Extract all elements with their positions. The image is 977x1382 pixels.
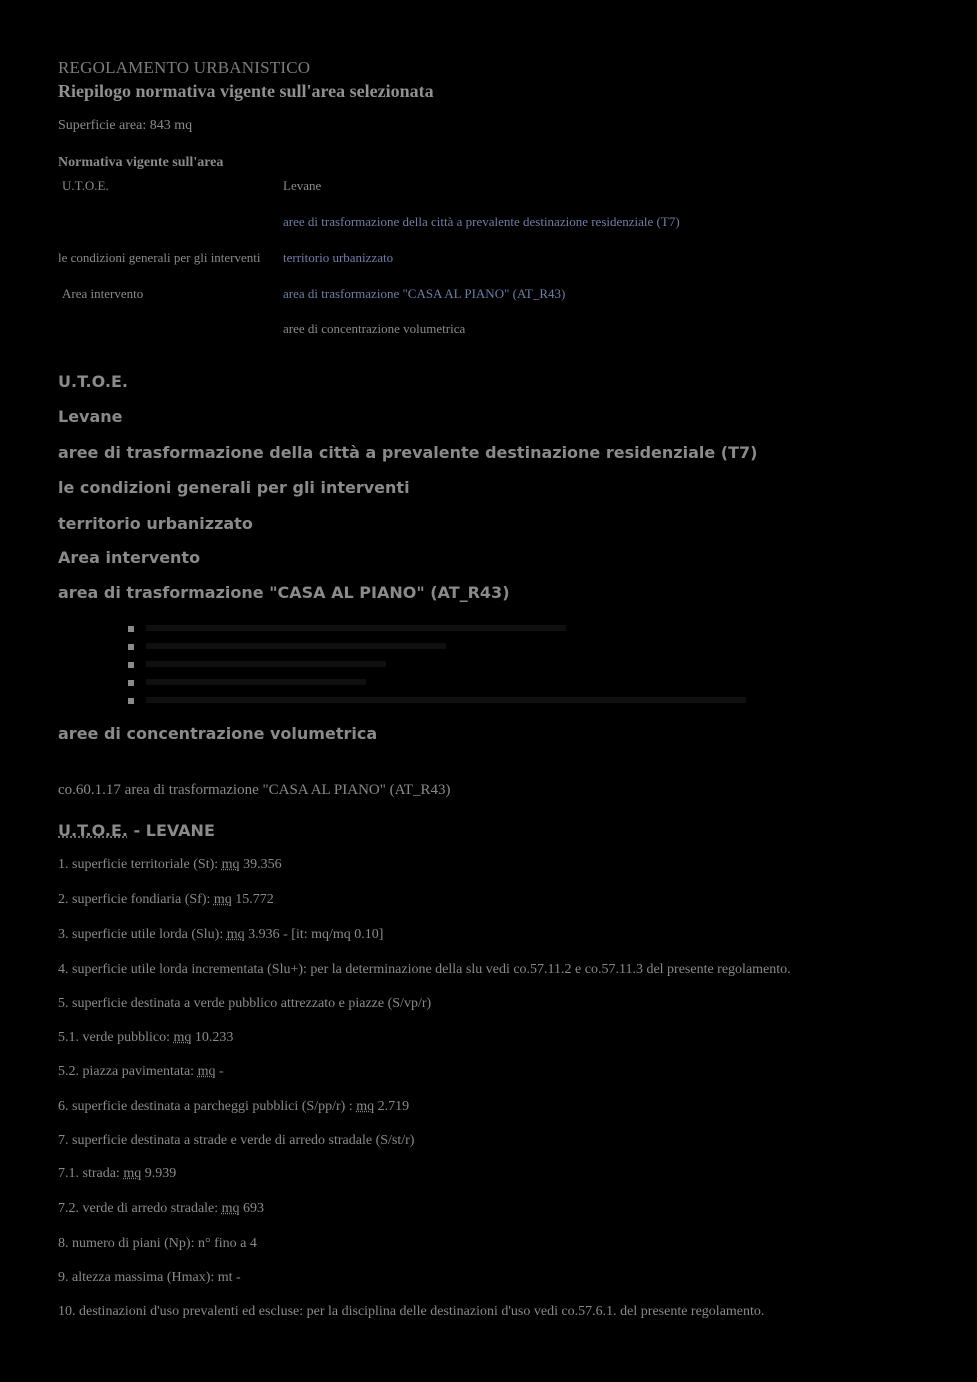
article-utoe-heading bbox=[58, 821, 215, 840]
article-title: co.60.1.17 area di trasformazione "CASA AL PIANO" (AT_R43) bbox=[58, 782, 451, 798]
normativa-title: Normativa vigente sull'area bbox=[58, 155, 224, 170]
table-row-condizioni-label: le condizioni generali per gli interventi bbox=[58, 250, 261, 265]
section-area-intervento: Area intervento bbox=[58, 548, 201, 567]
bullet-icon bbox=[128, 626, 134, 632]
article-item-value: 15.772 bbox=[231, 892, 274, 907]
article-item-text: 10. destinazioni d'uso prevalenti ed escluse: per la disciplina delle destinazioni d'uso vedi co.57.6.1. del presente regolamento. bbox=[58, 1304, 765, 1319]
utoe-link[interactable]: U.T.O.E. bbox=[58, 821, 128, 840]
article-item-value: 9.939 bbox=[141, 1166, 177, 1181]
article-item-text: 5.1. verde pubblico: bbox=[58, 1030, 174, 1045]
section-utoe: U.T.O.E. bbox=[58, 372, 128, 391]
article-item bbox=[58, 927, 383, 943]
article-item bbox=[58, 1166, 176, 1182]
document-title: REGOLAMENTO URBANISTICO bbox=[58, 58, 311, 77]
section-at-r43: area di trasformazione "CASA AL PIANO" (AT_R43) bbox=[58, 583, 510, 602]
article-item-text: 5.2. piazza pavimentata: bbox=[58, 1064, 198, 1079]
article-item bbox=[58, 1201, 264, 1217]
table-link-at-r43[interactable]: area di trasformazione "CASA AL PIANO" (AT_R43) bbox=[283, 286, 566, 301]
unit-link[interactable]: mq bbox=[197, 1064, 216, 1079]
document-subtitle: Riepilogo normativa vigente sull'area selezionata bbox=[58, 81, 434, 101]
table-link-territorio[interactable]: territorio urbanizzato bbox=[283, 250, 394, 265]
article-item-value: 10.233 bbox=[191, 1030, 234, 1045]
article-item bbox=[58, 1304, 764, 1320]
article-item-text: 8. numero di piani (Np): n° fino a 4 bbox=[58, 1236, 257, 1251]
article-item bbox=[58, 1064, 224, 1080]
article-item-text: 6. superficie destinata a parcheggi pubblici (S/pp/r) : bbox=[58, 1099, 357, 1114]
unit-link[interactable]: mq bbox=[356, 1099, 375, 1114]
section-territorio: territorio urbanizzato bbox=[58, 514, 253, 533]
article-item-text: 5. superficie destinata a verde pubblico attrezzato e piazze (S/vp/r) bbox=[58, 996, 432, 1011]
bullet-icon bbox=[128, 698, 134, 704]
unit-link[interactable]: mq bbox=[213, 892, 232, 907]
section-condizioni: le condizioni generali per gli interventi bbox=[58, 478, 410, 497]
section-concentrazione: aree di concentrazione volumetrica bbox=[58, 724, 378, 743]
unit-link[interactable]: mq bbox=[173, 1030, 192, 1045]
table-row-concentrazione: aree di concentrazione volumetrica bbox=[283, 321, 466, 336]
utoe-suffix: - LEVANE bbox=[127, 821, 215, 840]
article-item-value: 39.356 bbox=[239, 857, 282, 872]
article-item-text: 1. superficie territoriale (St): bbox=[58, 857, 222, 872]
article-item bbox=[58, 1270, 241, 1286]
article-item-value: 2.719 bbox=[374, 1099, 410, 1114]
article-item-text: 2. superficie fondiaria (Sf): bbox=[58, 892, 214, 907]
article-item-text: 7.1. strada: bbox=[58, 1166, 124, 1181]
section-zona-t7: aree di trasformazione della città a prevalente destinazione residenziale (T7) bbox=[58, 443, 758, 462]
article-item bbox=[58, 1030, 233, 1046]
article-item bbox=[58, 857, 282, 873]
unit-link[interactable]: mq bbox=[221, 857, 240, 872]
section-levane: Levane bbox=[58, 407, 123, 426]
unit-link[interactable]: mq bbox=[123, 1166, 142, 1181]
bullet-icon bbox=[128, 644, 134, 650]
article-item bbox=[58, 1099, 409, 1115]
table-row-utoe-value: Levane bbox=[283, 178, 322, 193]
article-item-value: 3.936 - [it: mq/mq 0.10] bbox=[244, 927, 384, 942]
table-row-area-label: Area intervento bbox=[62, 286, 144, 301]
article-item bbox=[58, 996, 431, 1012]
table-row-utoe-label: U.T.O.E. bbox=[62, 178, 109, 193]
table-link-zona-t7[interactable]: aree di trasformazione della città a prevalente destinazione residenziale (T7) bbox=[283, 214, 680, 229]
article-item-value: 693 bbox=[239, 1201, 265, 1216]
article-item-text: 9. altezza massima (Hmax): mt - bbox=[58, 1270, 241, 1285]
area-surface: Superficie area: 843 mq bbox=[58, 118, 193, 133]
unit-link[interactable]: mq bbox=[226, 927, 245, 942]
article-item bbox=[58, 962, 791, 978]
article-item-value: - bbox=[215, 1064, 224, 1079]
article-item bbox=[58, 1133, 414, 1149]
article-item-text: 3. superficie utile lorda (Slu): bbox=[58, 927, 227, 942]
article-item-text: 4. superficie utile lorda incrementata (Slu+): per la determinazione della slu vedi co.57.11.2 e co.57.11.3 del presente regolamento. bbox=[58, 962, 791, 977]
article-item bbox=[58, 892, 274, 908]
bullet-icon bbox=[128, 680, 134, 686]
article-item-text: 7.2. verde di arredo stradale: bbox=[58, 1201, 222, 1216]
article-item-text: 7. superficie destinata a strade e verde di arredo stradale (S/st/r) bbox=[58, 1133, 415, 1148]
bullet-icon bbox=[128, 662, 134, 668]
article-item bbox=[58, 1236, 257, 1252]
unit-link[interactable]: mq bbox=[221, 1201, 240, 1216]
